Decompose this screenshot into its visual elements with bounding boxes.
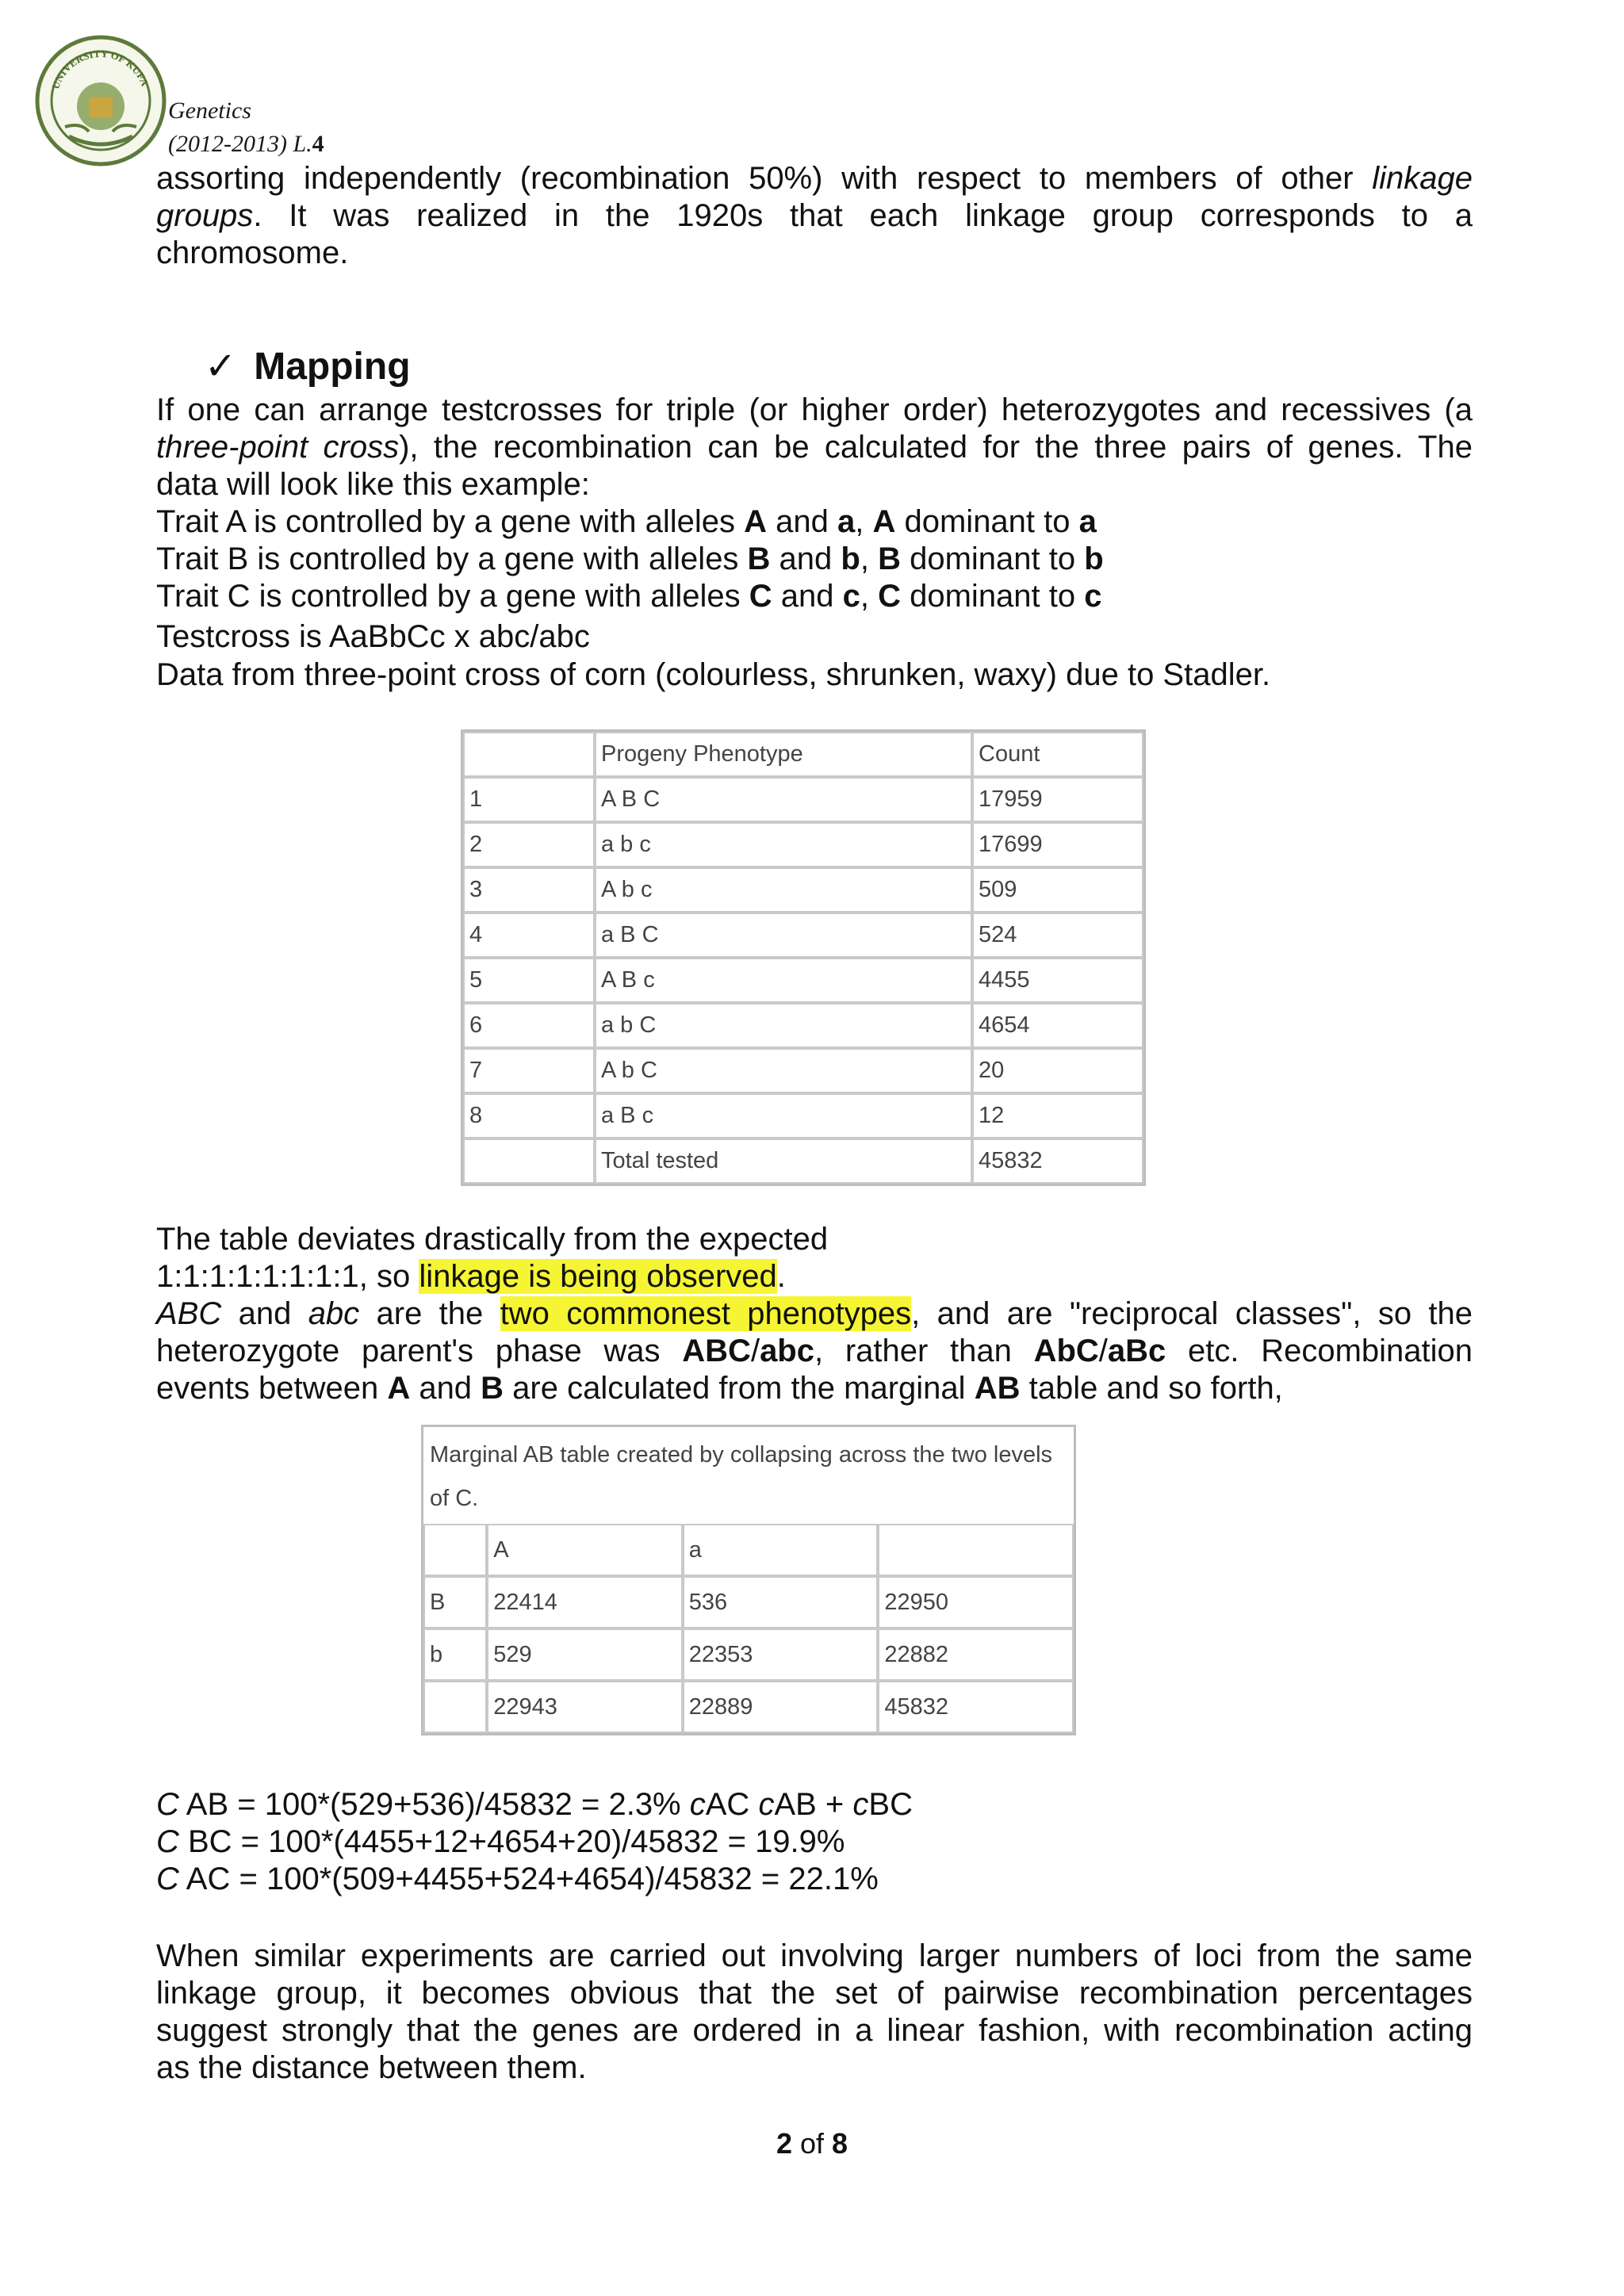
calc-ac: C AC = 100*(509+4455+524+4654)/45832 = 22.1% [156,1862,879,1896]
final-para-line-4: as the distance between them. [156,2050,587,2085]
table-cell: A b c [595,867,972,913]
table-cell: 45832 [972,1138,1143,1184]
table-row [423,1681,1074,1733]
table-total-row [463,1138,1143,1184]
table-cell [878,1524,1074,1576]
para2-line-5: events between A and B are calculated from the marginal AB table and so forth, [156,1371,1283,1406]
final-para-line-3: suggest strongly that the genes are ordered in a linear fashion, with recombination acting [156,2013,1473,2048]
table-row [463,777,1143,822]
table-cell: b [423,1628,487,1681]
intro-line-1: assorting independently (recombination 50%) with respect to members of other linkage [156,161,1473,196]
table-cell: 12 [972,1093,1143,1138]
table-cell: A B c [595,958,972,1003]
table-row [423,1576,1074,1628]
table-cell: a B c [595,1093,972,1138]
table-cell [423,1524,487,1576]
university-seal-logo [33,33,168,168]
para2-line-1: The table deviates drastically from the expected [156,1222,829,1257]
table-cell: a [683,1524,879,1576]
table-cell: 45832 [878,1681,1074,1733]
mapping-heading: ✓ Mapping [205,346,411,388]
table-cell: 5 [463,958,595,1003]
mapping-para-line-3: data will look like this example: [156,467,590,502]
table-cell: 6 [463,1003,595,1048]
table-cell: a B C [595,913,972,958]
table-cell: 7 [463,1048,595,1093]
page-number: 2 of 8 [776,2127,848,2160]
table-row [423,1524,1074,1576]
table-row [463,1093,1143,1138]
table-cell: 3 [463,867,595,913]
table-cell: Total tested [595,1138,972,1184]
table-cell [463,1138,595,1184]
table-cell: 22943 [487,1681,683,1733]
table-cell: 22950 [878,1576,1074,1628]
table-cell: A B C [595,777,972,822]
table-row [463,958,1143,1003]
calc-ab: C AB = 100*(529+536)/45832 = 2.3% cAC cAB + cBC [156,1787,913,1822]
marginal-table-grid [423,1524,1074,1733]
mapping-para-line-2: three-point cross), the recombination can be calculated for the three pairs of genes. The [156,430,1473,465]
table-cell: 4 [463,913,595,958]
table-cell: 22414 [487,1576,683,1628]
table-caption: Marginal AB table created by collapsing across the two levels of C. [430,1442,1053,1511]
final-para-line-1: When similar experiments are carried out involving larger numbers of loci from the same [156,1938,1473,1973]
table-cell: 2 [463,822,595,867]
mapping-para-line-1: If one can arrange testcrosses for triple (or higher order) heterozygotes and recessives (a [156,392,1473,427]
table-cell: 4654 [972,1003,1143,1048]
table-row [463,1048,1143,1093]
marginal-ab-table [421,1425,1076,1735]
table-cell: 22889 [683,1681,879,1733]
table-cell: 509 [972,867,1143,913]
intro-line-2: groups. It was realized in the 1920s that each linkage group corresponds to a [156,198,1473,233]
table-cell: 17699 [972,822,1143,867]
table-header-cell: Count [972,732,1143,777]
table-header-row [463,732,1143,777]
table-row [463,822,1143,867]
table-row [423,1628,1074,1681]
highlight-commonest: two commonest phenotypes [500,1296,912,1331]
table-row [463,913,1143,958]
table-cell: A b C [595,1048,972,1093]
para2-line-2: 1:1:1:1:1:1:1:1, so linkage is being observed. [156,1259,786,1294]
header-year-lecture: (2012-2013) L.4 [168,131,324,157]
table-cell: B [423,1576,487,1628]
table-cell: 536 [683,1576,879,1628]
table-header-cell: Progeny Phenotype [595,732,972,777]
final-para-line-2: linkage group, it becomes obvious that the set of pairwise recombination percentages [156,1976,1473,2011]
table-cell: 524 [972,913,1143,958]
para2-line-4: heterozygote parent's phase was ABC/abc, rather than AbC/aBc etc. Recombination [156,1334,1473,1368]
trait-c-line: Trait C is controlled by a gene with alleles C and c, C dominant to c [156,579,1102,614]
progeny-table [461,729,1146,1186]
table-cell: 8 [463,1093,595,1138]
table-cell: 22353 [683,1628,879,1681]
trait-a-line: Trait A is controlled by a gene with alleles A and a, A dominant to a [156,504,1097,539]
table-cell: 22882 [878,1628,1074,1681]
table-header-cell [463,732,595,777]
checkmark-icon: ✓ [205,346,237,388]
table-row [463,867,1143,913]
table-cell: 17959 [972,777,1143,822]
svg-text:UNIVERSITY OF KUFA: UNIVERSITY OF KUFA [49,47,151,91]
trait-b-line: Trait B is controlled by a gene with alleles B and b, B dominant to b [156,541,1104,576]
table-cell: A [487,1524,683,1576]
intro-line-3: chromosome. [156,235,349,270]
table-cell [423,1681,487,1733]
table-cell: 4455 [972,958,1143,1003]
para2-line-3: ABC and abc are the two commonest phenotypes, and are "reciprocal classes", so the [156,1296,1473,1331]
highlight-linkage: linkage is being observed [419,1259,777,1294]
table-cell: 529 [487,1628,683,1681]
testcross-line: Testcross is AaBbCc x abc/abc [156,619,590,654]
table-row [463,1003,1143,1048]
table-cell: a b c [595,822,972,867]
data-source-line: Data from three-point cross of corn (colourless, shrunken, waxy) due to Stadler. [156,657,1271,692]
header-course: Genetics [168,98,251,124]
table-cell: 1 [463,777,595,822]
calc-bc: C BC = 100*(4455+12+4654+20)/45832 = 19.9% [156,1824,845,1859]
table-cell: a b C [595,1003,972,1048]
table-cell: 20 [972,1048,1143,1093]
